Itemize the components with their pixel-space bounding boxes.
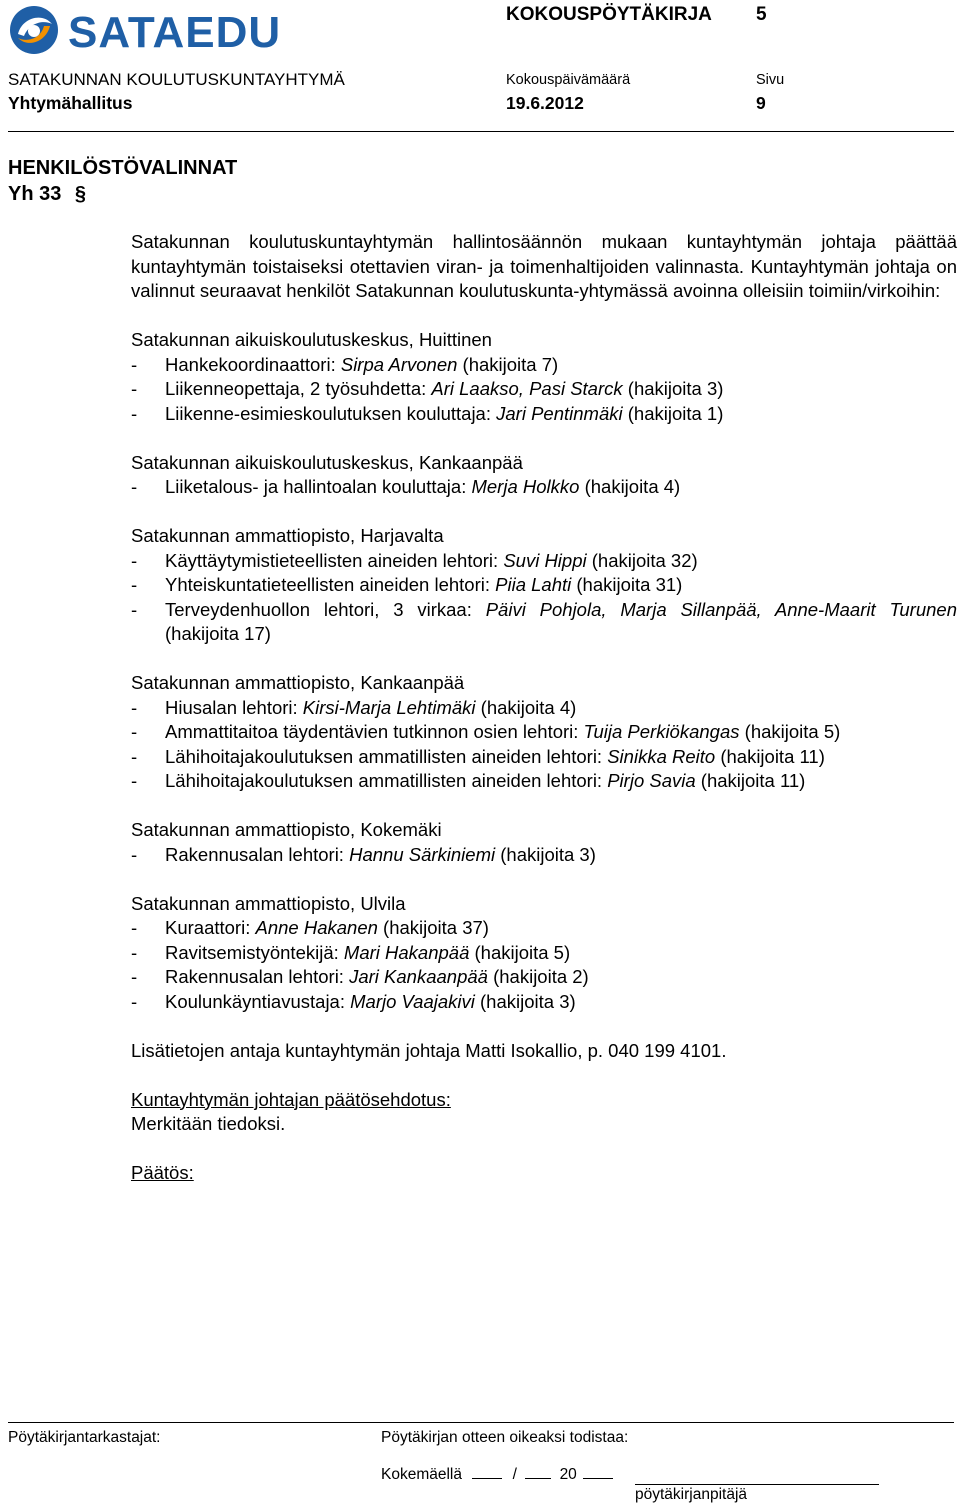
list-item — [131, 916, 957, 941]
appointment-text — [165, 769, 957, 794]
list-bullet: - — [131, 353, 138, 375]
appointment-text — [165, 941, 957, 966]
year-prefix: 20 — [559, 1466, 577, 1483]
proposal-label: Kuntayhtymän johtajan päätösehdotus: — [131, 1088, 451, 1110]
role: Käyttäytymistieteellisten aineiden lehtori: — [165, 549, 504, 571]
footer-divider — [8, 1422, 954, 1423]
date-slash: / — [512, 1466, 517, 1483]
appointee-names: Kirsi-Marja Lehtimäki — [302, 696, 476, 718]
list-bullet: - — [131, 476, 138, 497]
list-item — [131, 941, 957, 966]
list-item — [131, 769, 957, 794]
list-item — [131, 965, 957, 990]
list-bullet: - — [131, 696, 138, 718]
appointment-text — [165, 745, 957, 770]
list-bullet: - — [131, 990, 138, 1012]
place-name: Kokemäellä — [381, 1466, 462, 1483]
signature-underline — [635, 1484, 879, 1485]
appointee-names: Pirjo Savia — [607, 770, 696, 791]
appointee-names: Päivi Pohjola, Marja Sillanpää, Anne-Maarit Turunen — [485, 598, 957, 620]
appointment-section — [131, 524, 957, 671]
appointment-section — [131, 671, 957, 818]
appointment-text — [165, 598, 957, 647]
list-bullet: - — [131, 574, 138, 595]
applicant-count: (hakijoita 31) — [571, 574, 683, 595]
role: Terveydenhuollon lehtori, 3 virkaa: — [165, 598, 486, 620]
section-title: Satakunnan aikuiskoulutuskeskus, Kankaanpää — [131, 451, 523, 473]
meeting-date-label: Kokouspäivämäärä — [506, 72, 631, 88]
section-title: Satakunnan ammattiopisto, Kokemäki — [131, 819, 442, 840]
applicant-count: (hakijoita 3) — [474, 990, 576, 1012]
applicant-count: (hakijoita 11) — [715, 745, 825, 767]
page-title: HENKILÖSTÖVALINNAT — [8, 157, 238, 179]
appointee-names: Tuija Perkiökangas — [583, 721, 740, 742]
applicant-count: (hakijoita 4) — [579, 476, 681, 497]
intro-paragraph: Satakunnan koulutuskuntayhtymän hallintosäännön mukaan kuntayhtymän johtaja päättää kuntayhtymän toistaiseksi otettavien viran- ja toimenhaltijoiden valinnasta. Kuntayhtymän johtaja on valinnut seuraavat henkilöt Satakunnan koulutuskunta-yhtymässä avoinna olleisiin toimiin/virkoihin: — [131, 231, 957, 301]
applicant-count: (hakijoita 7) — [457, 353, 559, 375]
list-bullet: - — [131, 966, 138, 987]
list-bullet: - — [131, 843, 138, 865]
organization-name: SATAKUNNAN KOULUTUSKUNTAYHTYMÄ — [8, 70, 345, 89]
list-item — [131, 990, 957, 1015]
role: Yhteiskuntatieteellisten aineiden lehtori: — [165, 574, 496, 595]
appointment-section — [131, 328, 957, 451]
list-item — [131, 720, 957, 745]
appointment-section — [131, 451, 957, 525]
list-item — [131, 402, 957, 427]
applicant-count: (hakijoita 32) — [586, 549, 698, 571]
role: Liikenneopettaja, 2 työsuhdetta: — [165, 378, 432, 399]
role: Ravitsemistyöntekijä: — [165, 941, 344, 963]
appointee-names: Anne Hakanen — [255, 917, 378, 938]
list-bullet: - — [131, 721, 138, 742]
appointment-section — [131, 818, 957, 892]
role: Rakennusalan lehtori: — [165, 843, 350, 865]
list-item — [131, 549, 957, 574]
role: Lähihoitajakoulutuksen ammatillisten aineiden lehtori: — [165, 770, 608, 791]
keeper-label: pöytäkirjanpitäjä — [635, 1486, 748, 1503]
appointment-text — [165, 402, 957, 427]
role: Ammattitaitoa täydentävien tutkinnon osien lehtori: — [165, 721, 584, 742]
role: Lähihoitajakoulutuksen ammatillisten aineiden lehtori: — [165, 745, 608, 767]
role: Hankekoordinaattori: — [165, 353, 341, 375]
appointment-text — [165, 377, 957, 402]
list-bullet: - — [131, 378, 138, 399]
list-item — [131, 475, 957, 500]
appointment-text — [165, 990, 957, 1015]
page-label: Sivu — [756, 72, 785, 88]
appointee-names: Piia Lahti — [495, 574, 572, 595]
section-number-text: Yh 33 — [8, 183, 62, 205]
contact-info: Lisätietojen antaja kuntayhtymän johtaja Matti Isokallio, p. 040 199 4101. — [131, 1039, 727, 1061]
list-item — [131, 745, 957, 770]
logo — [8, 2, 282, 60]
document-number: 5 — [756, 4, 767, 25]
applicant-count: (hakijoita 37) — [377, 917, 489, 938]
header-divider — [8, 131, 954, 132]
list-bullet: - — [131, 745, 138, 767]
appointee-names: Marjo Vaajakivi — [350, 990, 475, 1012]
applicant-count: (hakijoita 2) — [487, 966, 589, 987]
appointment-text — [165, 720, 957, 745]
proposal-text: Merkitään tiedoksi. — [131, 1113, 286, 1134]
appointee-names: Sirpa Arvonen — [340, 353, 458, 375]
role: Liikenne-esimieskoulutuksen kouluttaja: — [165, 402, 497, 424]
list-bullet: - — [131, 941, 138, 963]
applicant-count: (hakijoita 5) — [469, 941, 571, 963]
role: Rakennusalan lehtori: — [165, 966, 350, 987]
appointment-text — [165, 549, 957, 574]
section-sign: § — [74, 183, 87, 205]
section-number — [8, 183, 86, 206]
appointment-text — [165, 916, 957, 941]
certify-label: Pöytäkirjan otteen oikeaksi todistaa: — [381, 1429, 629, 1446]
role: Koulunkäyntiavustaja: — [165, 990, 351, 1012]
applicant-count: (hakijoita 1) — [622, 402, 724, 424]
list-item — [131, 353, 957, 378]
meeting-date: 19.6.2012 — [506, 93, 584, 113]
role: Hiusalan lehtori: — [165, 696, 303, 718]
appointee-names: Mari Hakanpää — [343, 941, 470, 963]
list-item — [131, 377, 957, 402]
applicant-count: (hakijoita 11) — [695, 770, 806, 791]
document-title: KOKOUSPÖYTÄKIRJA — [506, 4, 712, 25]
signature-line — [381, 1466, 613, 1484]
list-bullet: - — [131, 402, 138, 424]
appointment-sections — [131, 328, 957, 1039]
appointee-names: Jari Kankaanpää — [349, 966, 488, 987]
appointee-names: Ari Laakso, Pasi Starck — [431, 378, 623, 399]
section-title: Satakunnan aikuiskoulutuskeskus, Huittinen — [131, 329, 492, 350]
section-title: Satakunnan ammattiopisto, Harjavalta — [131, 525, 444, 546]
appointment-text — [165, 475, 957, 500]
appointment-text — [165, 696, 957, 721]
section-title: Satakunnan ammattiopisto, Ulvila — [131, 892, 406, 914]
role: Kuraattori: — [165, 917, 256, 938]
appointee-names: Jari Pentinmäki — [496, 402, 623, 424]
applicant-count: (hakijoita 3) — [495, 843, 596, 865]
document-body — [131, 230, 957, 1186]
appointee-names: Hannu Särkiniemi — [349, 843, 496, 865]
list-item — [131, 696, 957, 721]
section-title: Satakunnan ammattiopisto, Kankaanpää — [131, 672, 465, 693]
appointment-text — [165, 843, 957, 868]
applicant-count: (hakijoita 3) — [622, 378, 724, 399]
applicant-count: (hakijoita 5) — [739, 721, 841, 742]
appointee-names: Suvi Hippi — [503, 549, 587, 571]
appointee-names: Sinikka Reito — [607, 745, 716, 767]
list-item — [131, 843, 957, 868]
appointment-text — [165, 965, 957, 990]
role: Liiketalous- ja hallintoalan kouluttaja: — [165, 476, 472, 497]
list-item — [131, 573, 957, 598]
appointment-section — [131, 892, 957, 1039]
sataedu-logo-icon — [8, 4, 60, 56]
list-bullet: - — [131, 770, 138, 791]
list-bullet: - — [131, 917, 138, 938]
page-number: 9 — [756, 93, 766, 113]
list-bullet: - — [131, 549, 138, 571]
decision-label: Päätös: — [131, 1162, 194, 1183]
list-bullet: - — [131, 598, 138, 620]
appointee-names: Merja Holkko — [471, 476, 580, 497]
applicant-count: (hakijoita 4) — [475, 696, 577, 718]
appointment-text — [165, 353, 957, 378]
list-item — [131, 598, 957, 647]
reviewers-label: Pöytäkirjantarkastajat: — [8, 1429, 161, 1446]
logo-wordmark: SATAEDU — [68, 8, 282, 57]
body-name: Yhtymähallitus — [8, 93, 133, 113]
appointment-text — [165, 573, 957, 598]
applicant-count: (hakijoita 17) — [165, 623, 271, 644]
